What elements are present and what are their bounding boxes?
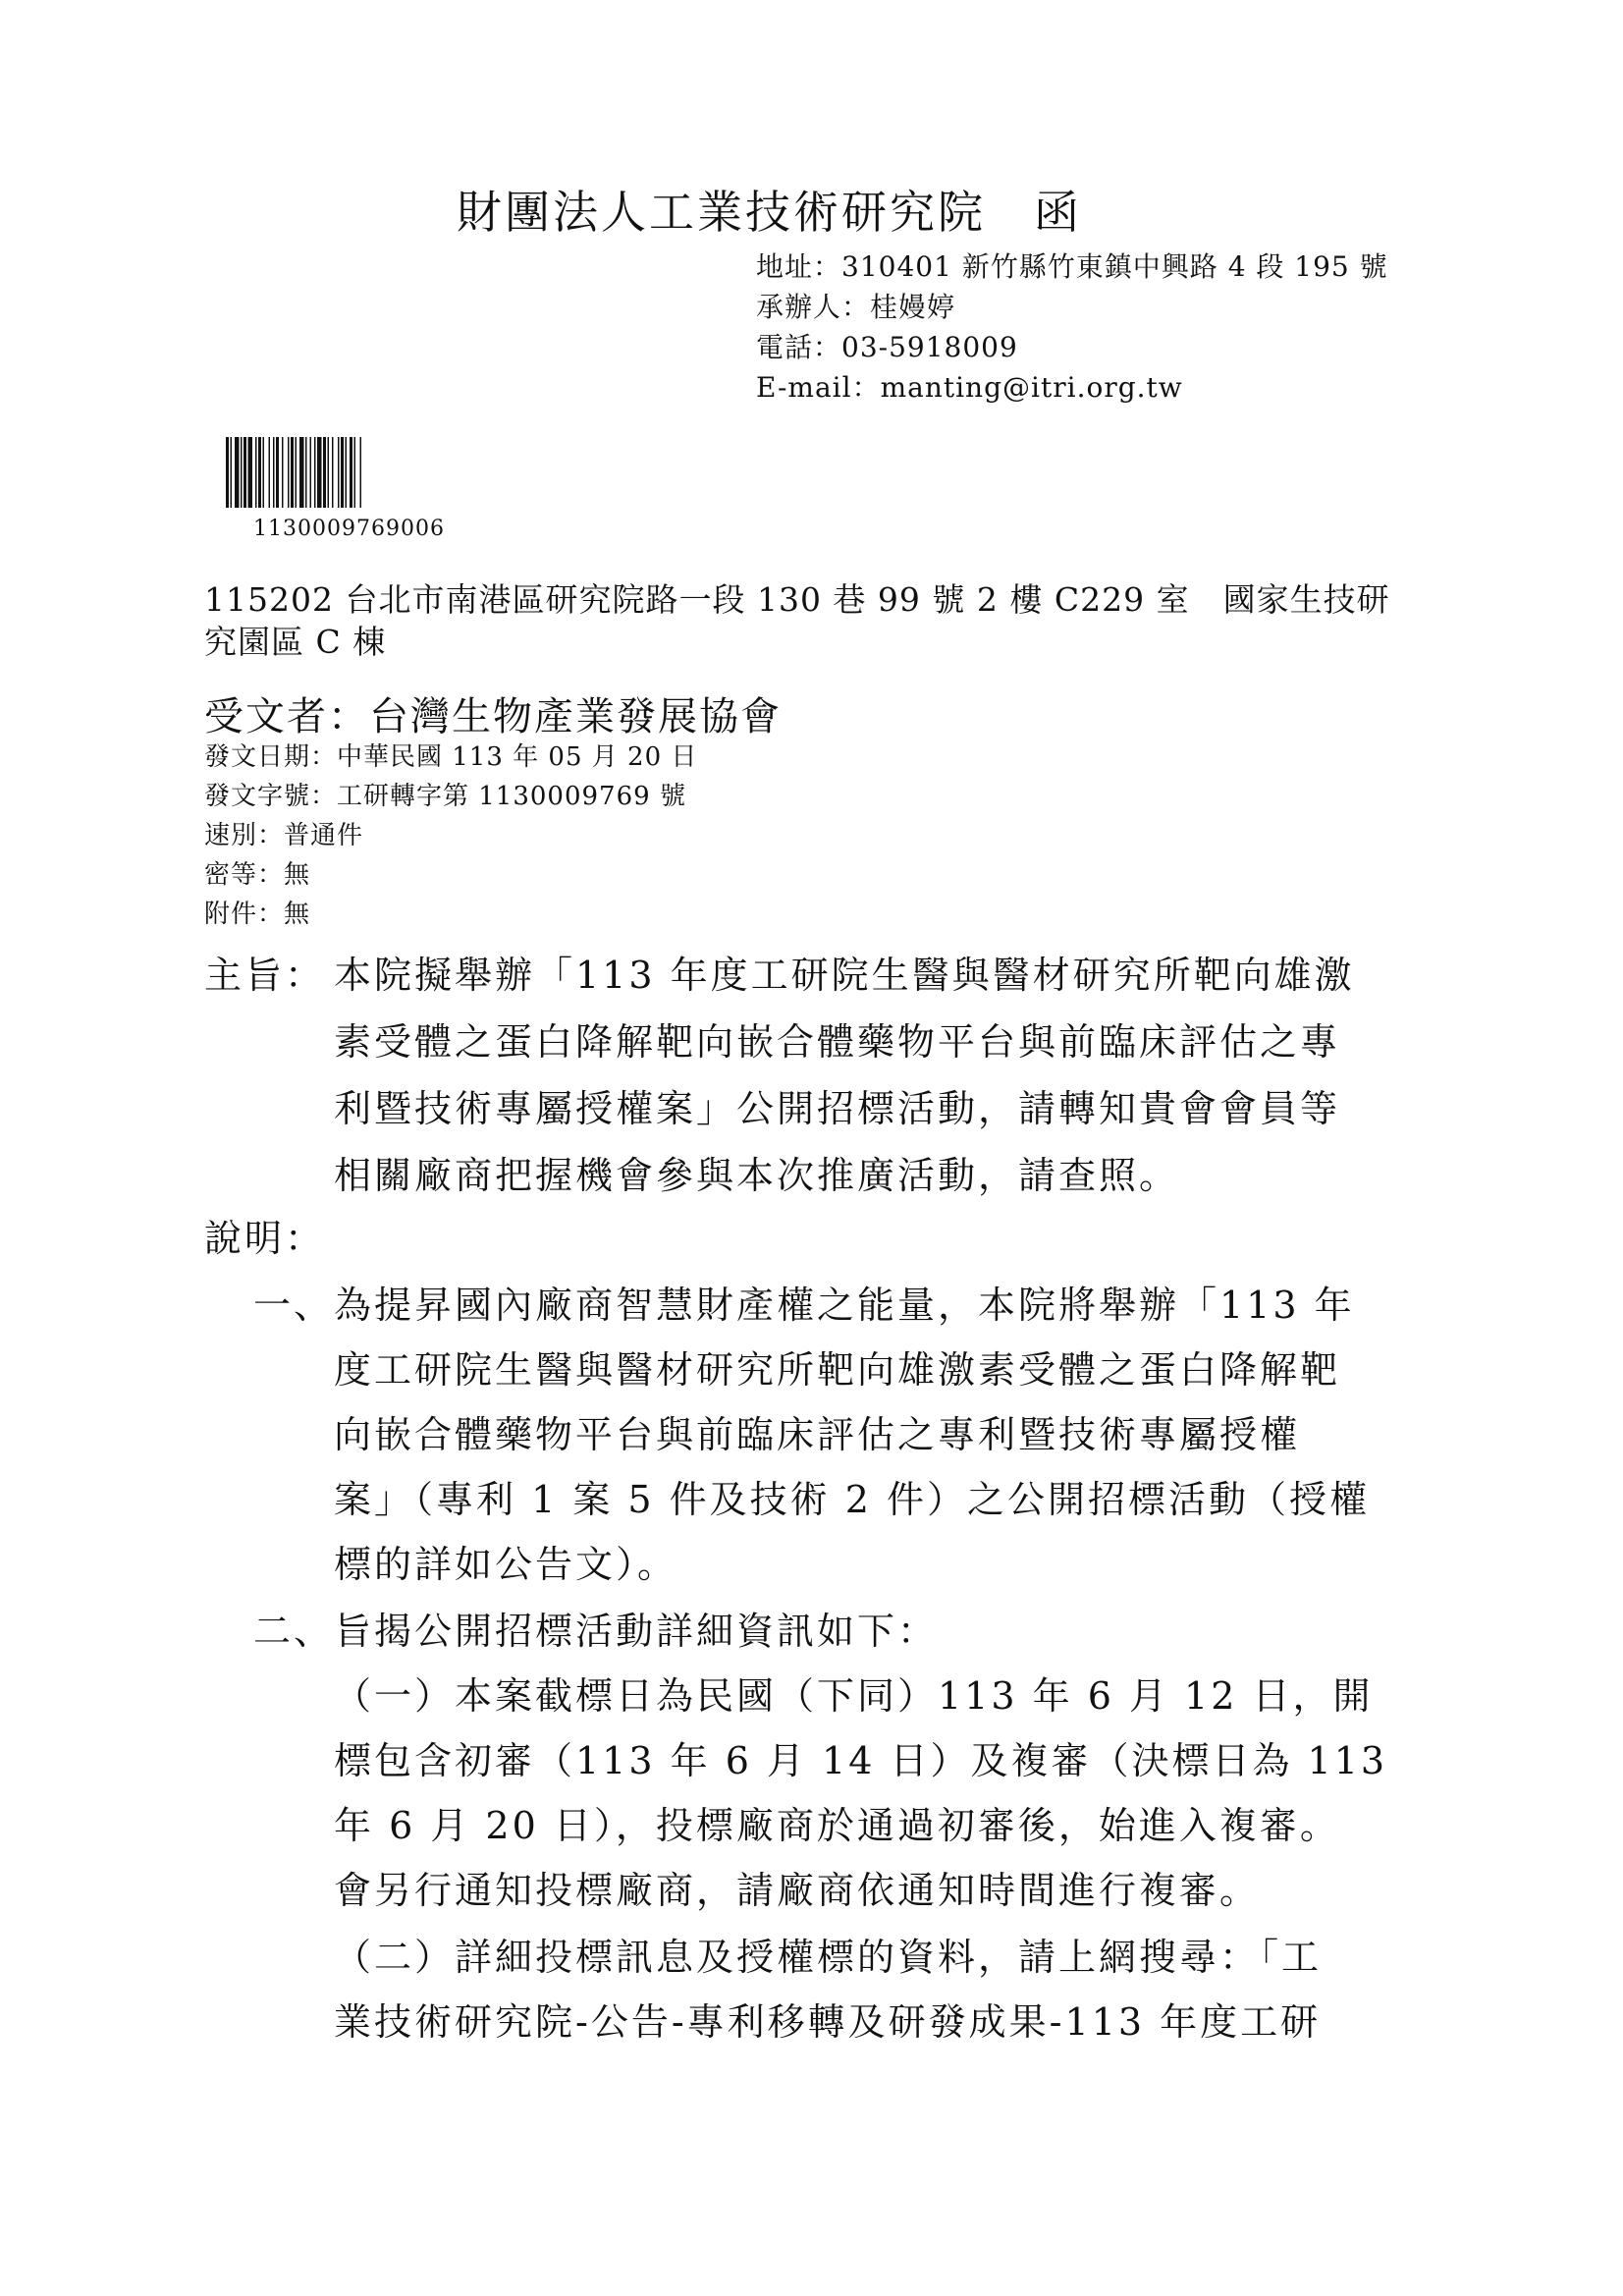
contact-email: E-mail：manting@itri.org.tw: [756, 371, 1183, 404]
subject-line: 素受體之蛋白降解靶向嵌合體藥物平台與前臨床評估之專: [334, 1020, 1341, 1064]
subject-line: 利暨技術專屬授權案」公開招標活動，請轉知貴會會員等: [334, 1087, 1341, 1130]
barcode-bar: [248, 437, 253, 508]
document-title: 財團法人工業技術研究院 函: [457, 186, 1082, 239]
barcode-bar: [273, 437, 275, 508]
issue-date: 發文日期：中華民國 113 年 05 月 20 日: [204, 742, 698, 772]
barcode-bar: [314, 437, 316, 508]
barcode-bar: [276, 437, 279, 508]
barcode-bar: [310, 437, 312, 508]
sub-item-line: 標包含初審（113 年 6 月 14 日）及複審（決標日為 113: [334, 1739, 1388, 1782]
document-number: 發文字號：工研轉字第 1130009769 號: [204, 782, 686, 811]
barcode-bar: [231, 437, 233, 508]
item-line: 為提昇國內廠商智慧財產權之能量，本院將舉辦「113 年: [334, 1284, 1355, 1327]
item-number: 一、: [253, 1284, 335, 1327]
barcode-bar: [296, 437, 298, 508]
barcode-bar: [288, 437, 290, 508]
item-line: 案」（專利 1 案 5 件及技術 2 件）之公開招標活動（授權: [334, 1478, 1371, 1521]
barcode-bar: [299, 437, 304, 508]
item-line: 向嵌合體藥物平台與前臨床評估之專利暨技術專屬授權: [334, 1413, 1301, 1456]
barcode-bar: [226, 437, 229, 508]
barcode-bar: [241, 437, 243, 508]
barcode-bar: [341, 437, 344, 508]
barcode-bar: [328, 437, 330, 508]
barcode-bar: [323, 437, 326, 508]
barcode-bar: [317, 437, 322, 508]
sub-item-line: 業技術研究院-公告-專利移轉及研發成果-113 年度工研: [334, 2000, 1322, 2044]
barcode-bar: [305, 437, 307, 508]
barcode-number: 1130009769006: [253, 517, 445, 541]
barcode-bar: [282, 437, 284, 508]
barcode-graphic: [226, 437, 471, 508]
item-line: 旨揭公開招標活動詳細資訊如下：: [334, 1610, 939, 1653]
item-line: 標的詳如公告文）。: [334, 1543, 678, 1586]
sub-item-line: （二）詳細投標訊息及授權標的資料，請上網搜尋：「工: [334, 1936, 1323, 1979]
item-number: 二、: [253, 1610, 335, 1653]
barcode-bar: [360, 437, 362, 508]
sender-address: 地址：310401 新竹縣竹東鎮中興路 4 段 195 號: [756, 250, 1388, 283]
subject-label: 主旨：: [204, 954, 326, 997]
barcode-bar: [350, 437, 352, 508]
barcode-bar: [235, 437, 240, 508]
delivery-speed: 速別：普通件: [204, 821, 364, 850]
barcode-bar: [243, 437, 246, 508]
recipient-address-line: 115202 台北市南港區研究院路一段 130 巷 99 號 2 樓 C229 室 國家生技研: [204, 580, 1390, 619]
sub-item-line: （一）本案截標日為民國（下同）113 年 6 月 12 日，開: [334, 1674, 1374, 1718]
barcode-bar: [291, 437, 294, 508]
recipient: 受文者：台灣生物產業發展協會: [204, 694, 782, 739]
barcode-bar: [338, 437, 340, 508]
sub-item-line: 會另行通知投標廠商，請廠商依通知時間進行複審。: [334, 1869, 1261, 1912]
contact-phone: 電話：03-5918009: [756, 331, 1018, 363]
subject-line: 相關廠商把握機會參與本次推廣活動，請查照。: [334, 1154, 1180, 1197]
barcode-bar: [332, 437, 334, 508]
barcode-bar: [255, 437, 257, 508]
barcode-bar: [263, 437, 265, 508]
subject-line: 本院擬舉辦「113 年度工研院生醫與醫材研究所靶向雄激: [334, 954, 1355, 997]
attachment: 附件：無: [204, 900, 311, 929]
barcode-bar: [346, 437, 348, 508]
recipient-address-line: 究園區 C 棟: [204, 623, 387, 661]
contact-person: 承辦人：桂嫚婷: [756, 291, 956, 323]
item-line: 度工研院生醫與醫材研究所靶向雄激素受體之蛋白降解靶: [334, 1348, 1341, 1392]
barcode-bar: [269, 437, 271, 508]
sub-item-line: 年 6 月 20 日），投標廠商於通過初審後，始進入複審。: [334, 1804, 1340, 1847]
secrecy-level: 密等：無: [204, 860, 311, 890]
barcode-bar: [258, 437, 261, 508]
explanation-label: 說明：: [204, 1217, 326, 1260]
barcode-bar: [354, 437, 356, 508]
